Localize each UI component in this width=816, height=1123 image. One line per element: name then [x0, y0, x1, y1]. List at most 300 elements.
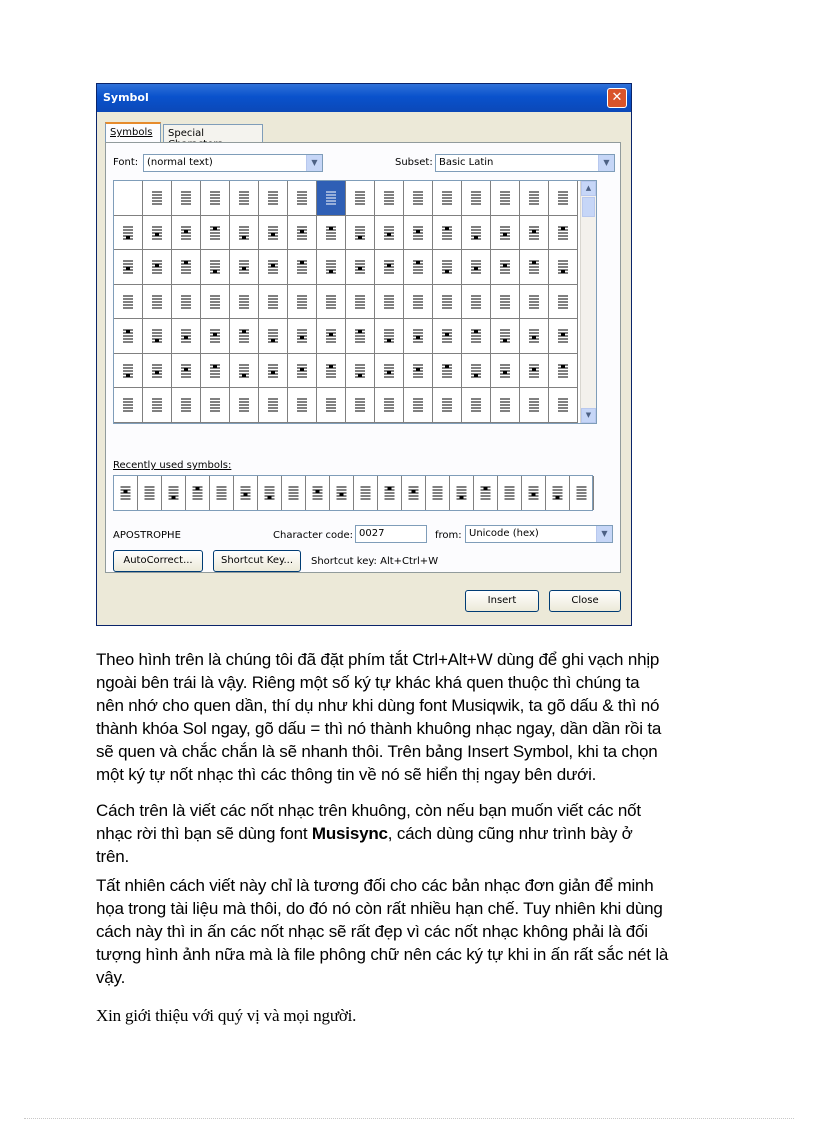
symbol-cell[interactable]: [143, 319, 172, 354]
recent-symbol-cell[interactable]: [570, 476, 594, 510]
recent-symbol-cell[interactable]: [354, 476, 378, 510]
symbol-cell[interactable]: [404, 216, 433, 251]
paragraph-1-line: thành khóa Sol ngay, gõ dấu = thì nó thành khuông nhạc ngay, dần dần rồi ta: [96, 719, 662, 738]
symbol-cell[interactable]: [143, 354, 172, 389]
symbol-cell[interactable]: [114, 250, 143, 285]
paragraph-3-line: vậy.: [96, 968, 126, 987]
music-staff-icon: [450, 476, 473, 509]
insert-button[interactable]: Insert: [465, 590, 539, 612]
music-staff-icon: [570, 476, 593, 509]
music-staff-icon: [230, 354, 258, 388]
symbol-cell[interactable]: [259, 216, 288, 251]
recent-symbol-cell[interactable]: [402, 476, 426, 510]
symbol-cell[interactable]: [288, 250, 317, 285]
symbol-cell[interactable]: [172, 216, 201, 251]
tab-symbols[interactable]: Symbols: [105, 122, 161, 143]
symbol-cell[interactable]: [404, 354, 433, 389]
symbol-cell[interactable]: [433, 250, 462, 285]
from-label: from:: [435, 530, 462, 541]
music-staff-icon: [317, 181, 345, 215]
music-staff-icon: [404, 285, 432, 319]
symbol-cell[interactable]: [259, 250, 288, 285]
music-staff-icon: [346, 250, 374, 284]
recent-symbol-cell[interactable]: [450, 476, 474, 510]
scroll-thumb[interactable]: [582, 197, 595, 217]
music-staff-icon: [317, 354, 345, 388]
paragraph-2-line: trên.: [96, 847, 130, 866]
music-staff-icon: [201, 285, 229, 319]
music-staff-icon: [288, 388, 316, 422]
paragraph-1-line: một ký tự nốt nhạc thì các thông tin về nó sẽ hiển thị ngay bên dưới.: [96, 765, 597, 784]
symbol-cell[interactable]: [520, 319, 549, 354]
music-staff-icon: [259, 216, 287, 250]
music-staff-icon: [143, 354, 171, 388]
music-staff-icon: [404, 181, 432, 215]
recent-symbol-cell[interactable]: [210, 476, 234, 510]
music-staff-icon: [114, 354, 142, 388]
music-staff-icon: [375, 319, 403, 353]
music-staff-icon: [520, 285, 548, 319]
symbol-cell[interactable]: [375, 216, 404, 251]
symbol-cell[interactable]: [549, 181, 578, 216]
symbol-dialog: [96, 83, 632, 626]
music-staff-icon: [259, 319, 287, 353]
music-staff-icon: [317, 319, 345, 353]
symbol-cell[interactable]: [375, 388, 404, 423]
dialog-title: Symbol: [103, 91, 149, 104]
tab-special-characters[interactable]: Special: [163, 124, 263, 143]
music-staff-icon: [288, 285, 316, 319]
symbol-cell[interactable]: [143, 250, 172, 285]
music-staff-icon: [201, 250, 229, 284]
character-code-input[interactable]: 0027: [355, 525, 427, 543]
symbol-cell[interactable]: [201, 216, 230, 251]
music-staff-icon: [288, 319, 316, 353]
symbol-cell[interactable]: [462, 285, 491, 320]
music-staff-icon: [433, 216, 461, 250]
symbol-cell[interactable]: [520, 354, 549, 389]
symbol-cell[interactable]: [288, 388, 317, 423]
symbol-cell[interactable]: [317, 388, 346, 423]
music-staff-icon: [375, 181, 403, 215]
recent-symbol-cell[interactable]: [474, 476, 498, 510]
recent-symbol-cell[interactable]: [258, 476, 282, 510]
music-staff-icon: [172, 250, 200, 284]
character-name: APOSTROPHE: [113, 530, 181, 541]
recent-symbol-cell[interactable]: [522, 476, 546, 510]
music-staff-icon: [172, 319, 200, 353]
chevron-down-icon[interactable]: ▼: [596, 526, 612, 542]
music-staff-icon: [404, 354, 432, 388]
symbol-cell[interactable]: [172, 354, 201, 389]
paragraph-2-text: , cách dùng cũng như trình bày ở: [387, 824, 633, 843]
paragraph-2-text: nhạc rời thì bạn sẽ dùng font: [96, 824, 312, 843]
symbol-cell[interactable]: [317, 319, 346, 354]
dialog-titlebar[interactable]: [97, 84, 631, 112]
symbol-cell[interactable]: [172, 250, 201, 285]
music-staff-icon: [549, 354, 577, 388]
music-staff-icon: [549, 285, 577, 319]
music-staff-icon: [346, 388, 374, 422]
symbol-cell[interactable]: [317, 354, 346, 389]
music-staff-icon: [330, 476, 353, 509]
symbol-cell[interactable]: [317, 250, 346, 285]
symbol-cell[interactable]: [288, 285, 317, 320]
paragraph-2-line: Cách trên là viết các nốt nhạc trên khuông, còn nếu bạn muốn viết các nốt: [96, 801, 641, 820]
music-staff-icon: [346, 181, 374, 215]
symbol-cell[interactable]: [491, 285, 520, 320]
music-staff-icon: [114, 388, 142, 422]
music-staff-icon: [520, 250, 548, 284]
symbol-cell[interactable]: [201, 250, 230, 285]
symbol-cell[interactable]: [433, 285, 462, 320]
symbol-cell[interactable]: [201, 319, 230, 354]
music-staff-icon: [210, 476, 233, 509]
symbol-cell[interactable]: [462, 250, 491, 285]
symbol-cell[interactable]: [462, 216, 491, 251]
music-staff-icon: [549, 216, 577, 250]
symbol-cell[interactable]: [520, 181, 549, 216]
symbol-cell[interactable]: [114, 388, 143, 423]
music-staff-icon: [143, 285, 171, 319]
symbol-cell[interactable]: [259, 285, 288, 320]
symbol-cell[interactable]: [346, 285, 375, 320]
symbol-cell[interactable]: [549, 250, 578, 285]
symbol-cell[interactable]: [462, 181, 491, 216]
symbol-cell[interactable]: [143, 181, 172, 216]
symbol-cell[interactable]: [491, 388, 520, 423]
chevron-down-icon[interactable]: ▼: [598, 155, 614, 171]
subset-select[interactable]: [435, 154, 615, 172]
font-name-musisync: Musisync: [311, 824, 388, 843]
music-staff-icon: [201, 216, 229, 250]
music-staff-icon: [346, 354, 374, 388]
music-staff-icon: [201, 388, 229, 422]
music-staff-icon: [375, 216, 403, 250]
music-staff-icon: [230, 285, 258, 319]
chevron-down-icon[interactable]: ▼: [306, 155, 322, 171]
symbol-cell[interactable]: [230, 285, 259, 320]
music-staff-icon: [520, 354, 548, 388]
symbol-cell[interactable]: [404, 388, 433, 423]
symbol-cell[interactable]: [317, 285, 346, 320]
music-staff-icon: [549, 250, 577, 284]
music-staff-icon: [520, 319, 548, 353]
music-staff-icon: [259, 354, 287, 388]
from-select[interactable]: [465, 525, 613, 543]
music-staff-icon: [433, 354, 461, 388]
symbol-cell[interactable]: [172, 285, 201, 320]
recent-symbol-cell[interactable]: [546, 476, 570, 510]
music-staff-icon: [433, 181, 461, 215]
music-staff-icon: [317, 250, 345, 284]
music-staff-icon: [375, 354, 403, 388]
symbol-cell[interactable]: [230, 181, 259, 216]
music-staff-icon: [549, 319, 577, 353]
symbol-cell[interactable]: [549, 388, 578, 423]
music-staff-icon: [258, 476, 281, 509]
music-staff-icon: [549, 388, 577, 422]
recent-symbols-label: Recently used symbols:: [113, 460, 232, 471]
music-staff-icon: [317, 285, 345, 319]
music-staff-icon: [288, 181, 316, 215]
music-staff-icon: [375, 388, 403, 422]
symbol-cell[interactable]: [375, 250, 404, 285]
music-staff-icon: [143, 388, 171, 422]
recent-symbols-strip: [113, 475, 593, 511]
symbol-cell[interactable]: [346, 354, 375, 389]
music-staff-icon: [462, 285, 490, 319]
music-staff-icon: [378, 476, 401, 509]
subset-label: Subset:: [395, 157, 433, 168]
music-staff-icon: [404, 319, 432, 353]
symbol-cell[interactable]: [433, 181, 462, 216]
symbol-cell[interactable]: [172, 388, 201, 423]
symbol-cell[interactable]: [230, 388, 259, 423]
symbol-cell[interactable]: [491, 319, 520, 354]
symbol-cell[interactable]: [114, 181, 143, 216]
symbol-grid: [113, 180, 597, 424]
music-staff-icon: [288, 354, 316, 388]
symbol-cell[interactable]: [230, 354, 259, 389]
symbol-cell[interactable]: [143, 216, 172, 251]
symbol-cell[interactable]: [114, 354, 143, 389]
symbol-cell[interactable]: [317, 216, 346, 251]
page-footer-rule: [24, 1118, 794, 1119]
paragraph-1-line: Theo hình trên là chúng tôi đã đặt phím tắt Ctrl+Alt+W dùng để ghi vạch nhịp: [96, 650, 660, 669]
character-code-label: Character code:: [273, 530, 354, 541]
symbol-cell[interactable]: [288, 319, 317, 354]
symbol-cell[interactable]: [549, 285, 578, 320]
recent-symbol-cell[interactable]: [306, 476, 330, 510]
music-staff-icon: [546, 476, 569, 509]
symbol-cell[interactable]: [259, 354, 288, 389]
paragraph-2: [96, 799, 756, 868]
symbol-cell[interactable]: [549, 354, 578, 389]
music-staff-icon: [172, 388, 200, 422]
music-staff-icon: [230, 250, 258, 284]
autocorrect-button[interactable]: AutoCorrect...: [113, 550, 203, 572]
font-select-value: (normal text): [147, 157, 213, 168]
music-staff-icon: [114, 250, 142, 284]
music-staff-icon: [201, 181, 229, 215]
music-staff-icon: [172, 181, 200, 215]
music-staff-icon: [143, 181, 171, 215]
music-staff-icon: [549, 181, 577, 215]
recent-symbol-cell[interactable]: [162, 476, 186, 510]
music-staff-icon: [259, 285, 287, 319]
music-staff-icon: [491, 388, 519, 422]
symbol-cell[interactable]: [172, 181, 201, 216]
music-staff-icon: [498, 476, 521, 509]
symbol-cell[interactable]: [201, 181, 230, 216]
symbol-cell[interactable]: [375, 181, 404, 216]
symbol-cell[interactable]: [201, 354, 230, 389]
shortcut-key-button[interactable]: Shortcut Key...: [213, 550, 301, 572]
recent-symbol-cell[interactable]: [234, 476, 258, 510]
symbol-cell[interactable]: [433, 319, 462, 354]
music-staff-icon: [426, 476, 449, 509]
recent-symbol-cell[interactable]: [138, 476, 162, 510]
symbol-cell[interactable]: [317, 181, 346, 216]
symbol-cell[interactable]: [520, 388, 549, 423]
music-staff-icon: [346, 319, 374, 353]
music-staff-icon: [404, 216, 432, 250]
symbol-cell[interactable]: [114, 216, 143, 251]
music-staff-icon: [491, 181, 519, 215]
music-staff-icon: [143, 319, 171, 353]
symbol-cell[interactable]: [114, 319, 143, 354]
music-staff-icon: [114, 319, 142, 353]
paragraph-1-line: nên nhớ cho quen dần, thí dụ như khi dùng font Musiqwik, ta gõ dấu & thì nó: [96, 696, 660, 715]
font-select[interactable]: [143, 154, 323, 172]
symbol-cell[interactable]: [520, 250, 549, 285]
recent-symbol-cell[interactable]: [186, 476, 210, 510]
music-staff-icon: [433, 319, 461, 353]
symbol-cell[interactable]: [462, 319, 491, 354]
symbol-cell[interactable]: [404, 250, 433, 285]
music-staff-icon: [462, 181, 490, 215]
music-staff-icon: [520, 181, 548, 215]
music-staff-icon: [201, 354, 229, 388]
music-staff-icon: [288, 216, 316, 250]
symbol-cell[interactable]: [404, 319, 433, 354]
symbol-cell[interactable]: [404, 181, 433, 216]
music-staff-icon: [354, 476, 377, 509]
paragraph-1-line: ngoài bên trái là vậy. Riêng một số ký tự khác khá quen thuộc thì chúng ta: [96, 673, 640, 692]
close-button[interactable]: Close: [549, 590, 621, 612]
paragraph-3-line: cách này thì in ấn các nốt nhạc sẽ rất đẹp vì các nốt nhạc không phải là đối: [96, 922, 648, 941]
music-staff-icon: [375, 250, 403, 284]
music-staff-icon: [402, 476, 425, 509]
symbol-cell[interactable]: [230, 216, 259, 251]
symbol-cell[interactable]: [288, 216, 317, 251]
music-staff-icon: [138, 476, 161, 509]
symbol-cell[interactable]: [433, 388, 462, 423]
music-staff-icon: [186, 476, 209, 509]
symbol-cell[interactable]: [143, 285, 172, 320]
symbol-cell[interactable]: [433, 354, 462, 389]
symbol-cell[interactable]: [259, 181, 288, 216]
music-staff-icon: [288, 250, 316, 284]
subset-select-value: Basic Latin: [439, 157, 494, 168]
music-staff-icon: [201, 319, 229, 353]
music-staff-icon: [282, 476, 305, 509]
symbol-cell[interactable]: [404, 285, 433, 320]
symbol-cell[interactable]: [462, 388, 491, 423]
paragraph-3-line: họa trong tài liệu mà thôi, do đó nó còn rất nhiều hạn chế. Tuy nhiên khi dùng: [96, 899, 663, 918]
music-staff-icon: [306, 476, 329, 509]
music-staff-icon: [433, 388, 461, 422]
music-staff-icon: [143, 216, 171, 250]
symbol-cell[interactable]: [491, 250, 520, 285]
symbol-cell[interactable]: [375, 319, 404, 354]
music-staff-icon: [522, 476, 545, 509]
recent-symbol-cell[interactable]: [330, 476, 354, 510]
recent-symbol-cell[interactable]: [426, 476, 450, 510]
symbol-cell[interactable]: [288, 181, 317, 216]
symbol-cell[interactable]: [491, 216, 520, 251]
music-staff-icon: [462, 250, 490, 284]
symbol-cell[interactable]: [549, 216, 578, 251]
music-staff-icon: [230, 319, 258, 353]
symbol-cell[interactable]: [520, 285, 549, 320]
symbol-cell[interactable]: [346, 250, 375, 285]
symbol-cell[interactable]: [201, 388, 230, 423]
paragraph-2-line: [96, 822, 756, 845]
symbol-cell[interactable]: [375, 285, 404, 320]
music-staff-icon: [172, 354, 200, 388]
symbol-cell[interactable]: [433, 216, 462, 251]
paragraph-1-line: sẽ quen và chắc chắn là sẽ nhanh thôi. Trên bảng Insert Symbol, khi ta chọn: [96, 742, 658, 761]
music-staff-icon: [520, 388, 548, 422]
music-staff-icon: [491, 285, 519, 319]
close-icon[interactable]: ✕: [607, 88, 627, 108]
scroll-up-icon[interactable]: ▲: [581, 181, 596, 196]
paragraph-1: [96, 648, 756, 786]
music-staff-icon: [317, 216, 345, 250]
music-staff-icon: [230, 181, 258, 215]
symbol-cell[interactable]: [346, 388, 375, 423]
symbol-cell[interactable]: [346, 216, 375, 251]
symbol-cell[interactable]: [259, 388, 288, 423]
music-staff-icon: [491, 216, 519, 250]
music-staff-icon: [143, 250, 171, 284]
recent-symbol-cell[interactable]: [282, 476, 306, 510]
recent-symbol-cell[interactable]: [498, 476, 522, 510]
music-staff-icon: [346, 216, 374, 250]
symbol-cell[interactable]: [288, 354, 317, 389]
symbol-cell[interactable]: [491, 181, 520, 216]
symbol-cell[interactable]: [549, 319, 578, 354]
recent-symbol-cell[interactable]: [114, 476, 138, 510]
music-staff-icon: [462, 319, 490, 353]
symbol-cell[interactable]: [346, 181, 375, 216]
symbol-cell[interactable]: [375, 354, 404, 389]
from-select-value: Unicode (hex): [469, 528, 539, 539]
music-staff-icon: [172, 285, 200, 319]
music-staff-icon: [259, 181, 287, 215]
symbol-cell[interactable]: [491, 354, 520, 389]
paragraph-3: [96, 874, 756, 989]
shortcut-key-text: Shortcut key: Alt+Ctrl+W: [311, 556, 439, 567]
scroll-down-icon[interactable]: ▼: [581, 408, 596, 423]
music-staff-icon: [375, 285, 403, 319]
symbol-cell[interactable]: [462, 354, 491, 389]
music-staff-icon: [230, 388, 258, 422]
paragraph-3-line: Tất nhiên cách viết này chỉ là tương đối cho các bản nhạc đơn giản để minh: [96, 876, 654, 895]
music-staff-icon: [317, 388, 345, 422]
music-staff-icon: [462, 388, 490, 422]
symbol-cell[interactable]: [201, 285, 230, 320]
symbol-cell[interactable]: [172, 319, 201, 354]
music-staff-icon: [234, 476, 257, 509]
music-staff-icon: [172, 216, 200, 250]
symbol-cell[interactable]: [230, 250, 259, 285]
symbol-cell[interactable]: [230, 319, 259, 354]
symbol-cell[interactable]: [259, 319, 288, 354]
recent-symbol-cell[interactable]: [378, 476, 402, 510]
music-staff-icon: [404, 388, 432, 422]
symbol-cell[interactable]: [346, 319, 375, 354]
symbol-cell[interactable]: [143, 388, 172, 423]
music-staff-icon: [433, 285, 461, 319]
font-label: Font:: [113, 157, 139, 168]
symbol-cell[interactable]: [520, 216, 549, 251]
music-staff-icon: [346, 285, 374, 319]
grid-scrollbar[interactable]: [580, 181, 596, 423]
symbol-cell[interactable]: [114, 285, 143, 320]
